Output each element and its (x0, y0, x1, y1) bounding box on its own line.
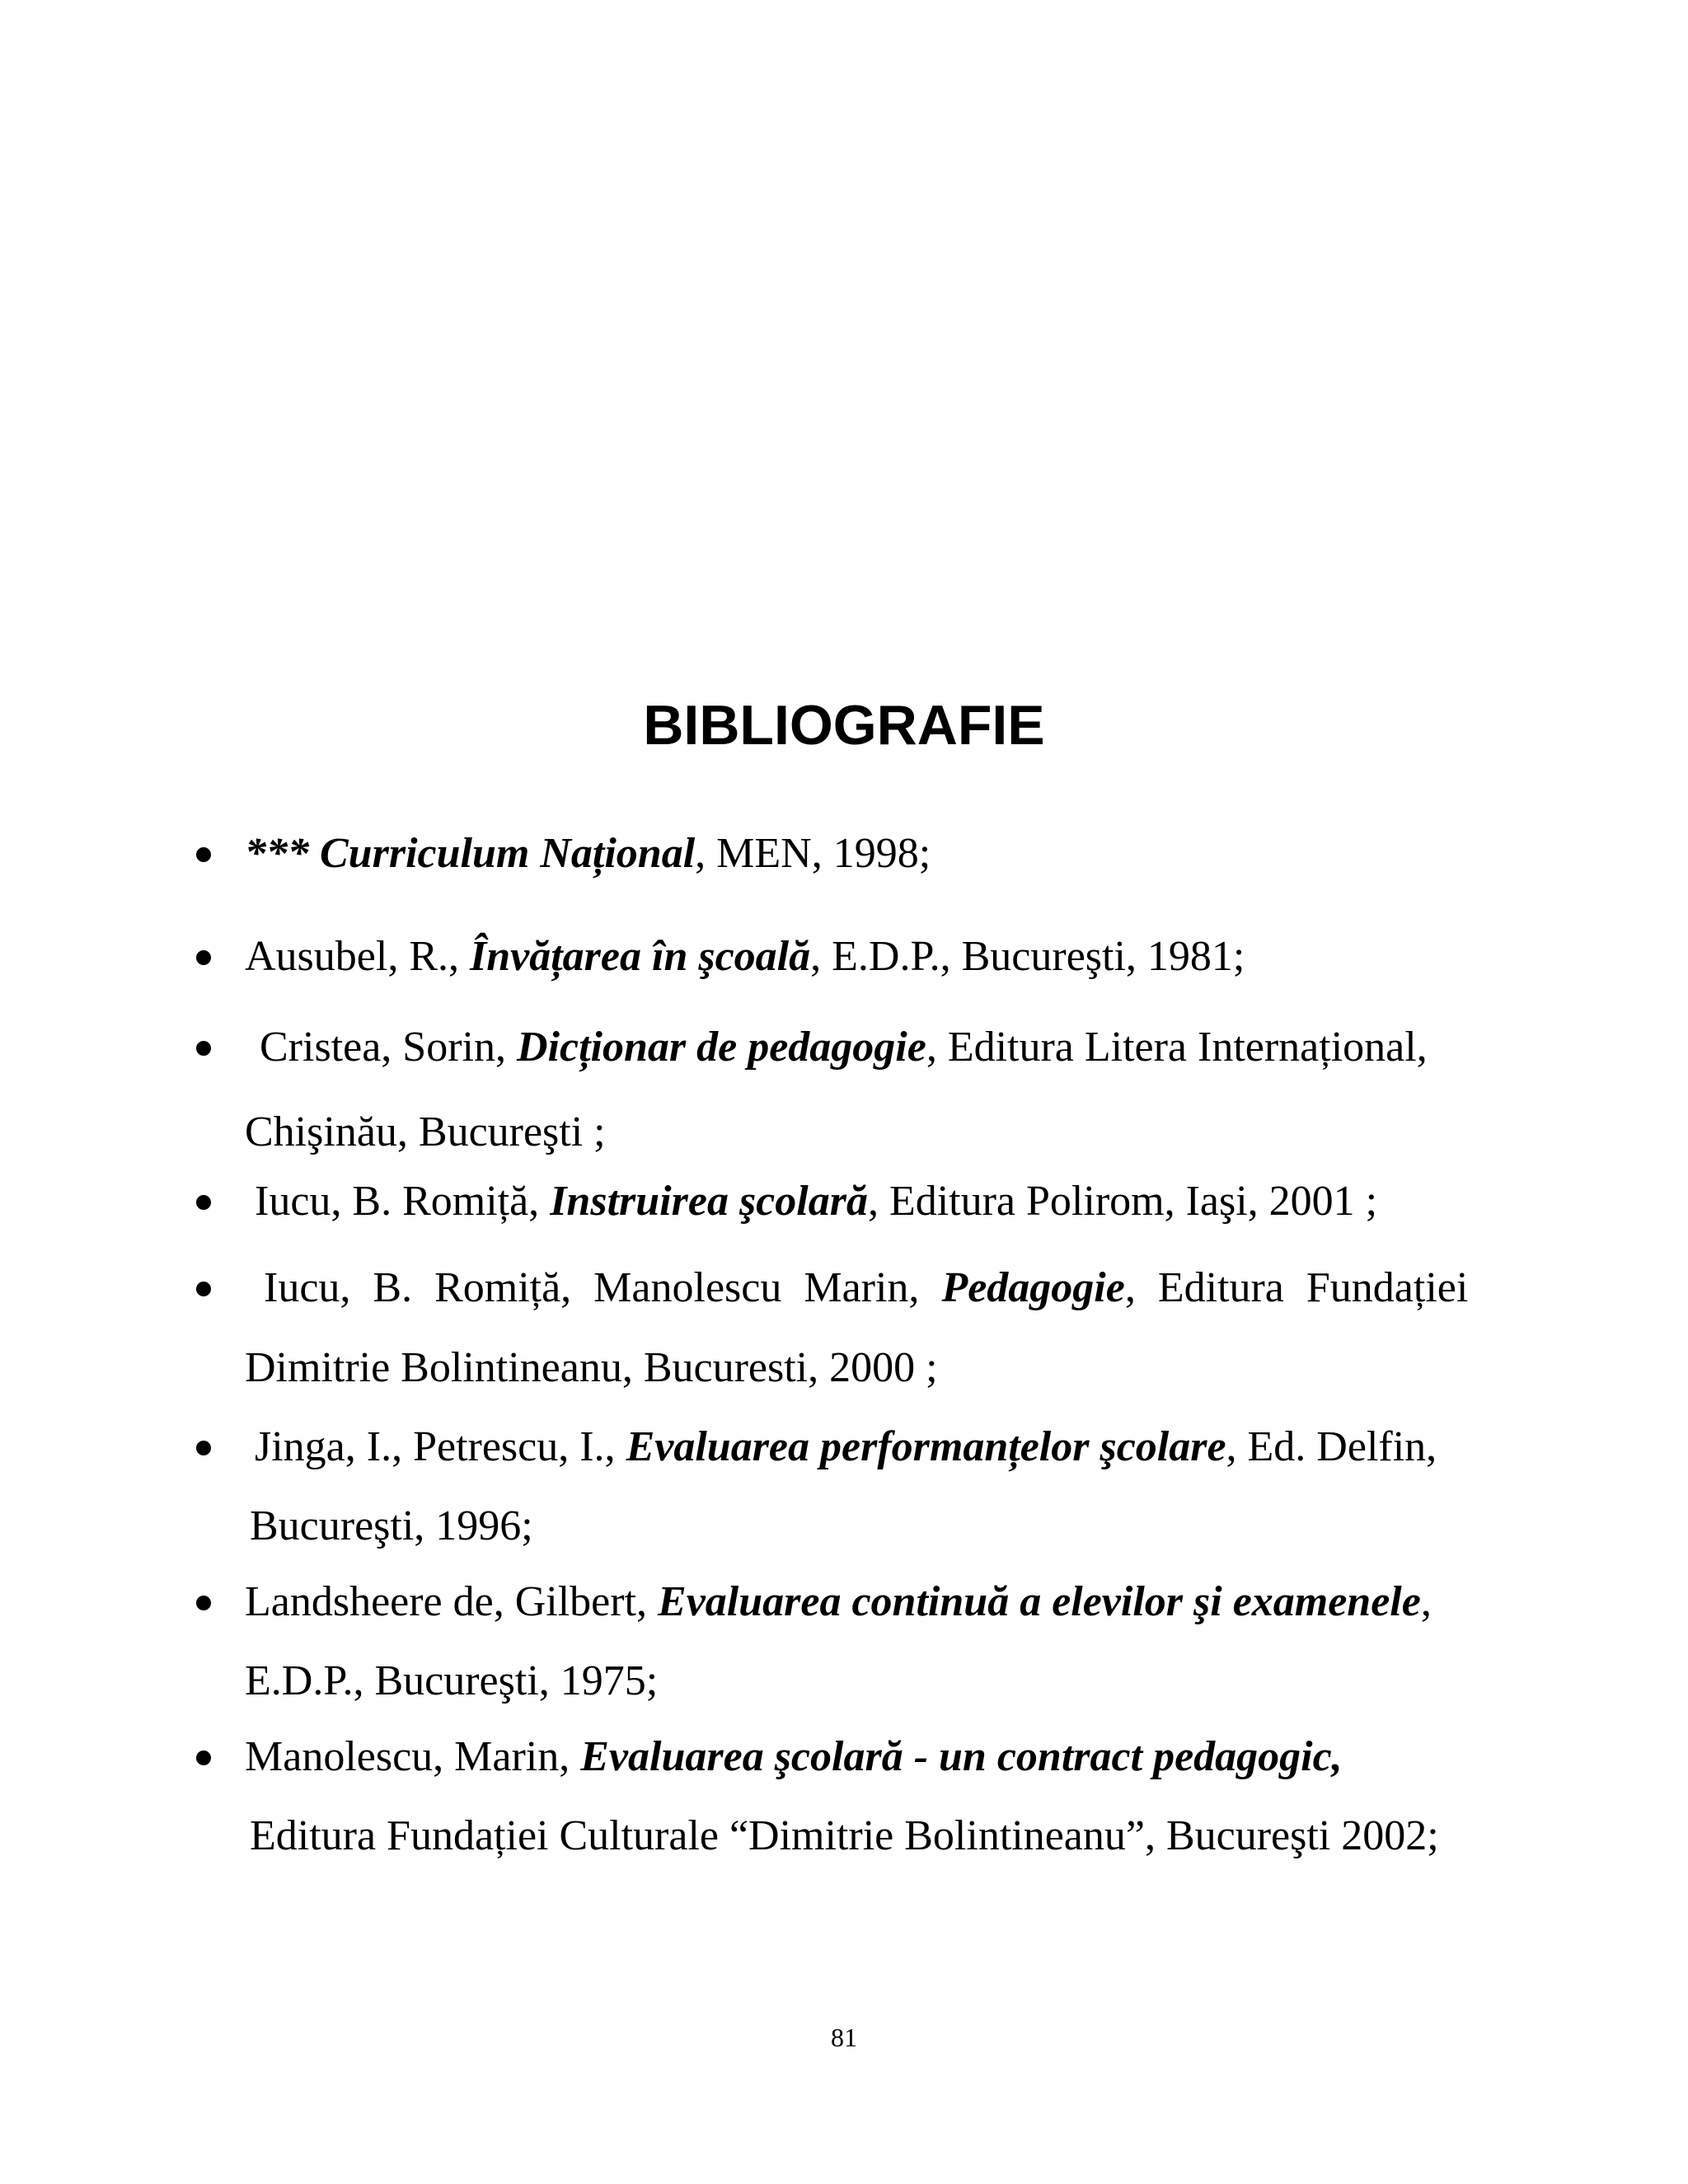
entry-continuation: Bucureşti, 1996; (250, 1502, 533, 1549)
entry-work-title: Evaluarea performanțelor şcolare (626, 1423, 1226, 1470)
entry-work-title: Pedagogie (941, 1264, 1125, 1311)
bullet-icon (196, 847, 211, 862)
entry-details: , MEN, 1998; (695, 830, 931, 877)
entry-author: Landsheere de, Gilbert, (245, 1578, 659, 1625)
entry-details: , E.D.P., Bucureşti, 1981; (810, 933, 1245, 980)
entry-details: , Editura Litera Internațional, (926, 1024, 1428, 1071)
entry-continuation: Editura Fundației Culturale “Dimitrie Bolintineanu”, Bucureşti 2002; (250, 1812, 1439, 1859)
bullet-icon (196, 1282, 211, 1296)
bullet-icon (196, 1041, 211, 1056)
entry-author: Iucu, B. Romiță, (255, 1178, 551, 1225)
entry-author: Jinga, I., Petrescu, I., (255, 1423, 626, 1470)
entry-author: Iucu, B. Romiță, Manolescu Marin, (264, 1264, 942, 1311)
bullet-icon (196, 1750, 211, 1765)
entry-work-title: Instruirea şcolară (550, 1178, 868, 1225)
entry-details: , Editura Fundației (1124, 1264, 1469, 1311)
bullet-icon (196, 950, 211, 965)
entry-continuation: Chişinău, Bucureşti ; (245, 1108, 606, 1155)
entry-line (245, 929, 1245, 985)
entry-details: , Ed. Delfin, (1226, 1423, 1437, 1470)
entry-line (245, 1574, 1432, 1630)
entry-author: Ausubel, R., (245, 933, 470, 980)
bullet-icon (196, 1596, 211, 1610)
entry-work-title: Învățarea în şcoală (470, 933, 811, 980)
entry-continuation: Dimitrie Bolintineanu, Bucuresti, 2000 ; (245, 1344, 938, 1391)
entry-line (264, 1260, 1468, 1316)
bullet-icon (196, 1441, 211, 1455)
entry-line (260, 1019, 1428, 1076)
entry-line (245, 826, 931, 882)
entry-work-title: Dicționar de pedagogie (516, 1024, 926, 1071)
entry-author: Manolescu, Marin, (245, 1733, 581, 1780)
entry-stars: *** (245, 830, 320, 877)
entry-work-title: Evaluarea continuă a elevilor şi examenele (658, 1578, 1421, 1625)
page-title: BIBLIOGRAFIE (643, 694, 1045, 757)
entry-work-title: Curriculum Național (320, 830, 696, 877)
entry-details: , Editura Polirom, Iaşi, 2001 ; (867, 1178, 1378, 1225)
entry-details: , (1420, 1578, 1432, 1625)
entry-line (255, 1174, 1377, 1230)
entry-continuation: E.D.P., Bucureşti, 1975; (245, 1657, 659, 1704)
bullet-icon (196, 1195, 211, 1210)
entry-author: Cristea, Sorin, (260, 1024, 517, 1071)
entry-line (245, 1729, 1343, 1785)
page-number: 81 (831, 2022, 857, 2052)
entry-work-title: Evaluarea şcolară - un contract pedagogic, (580, 1733, 1343, 1780)
entry-line (255, 1419, 1437, 1475)
